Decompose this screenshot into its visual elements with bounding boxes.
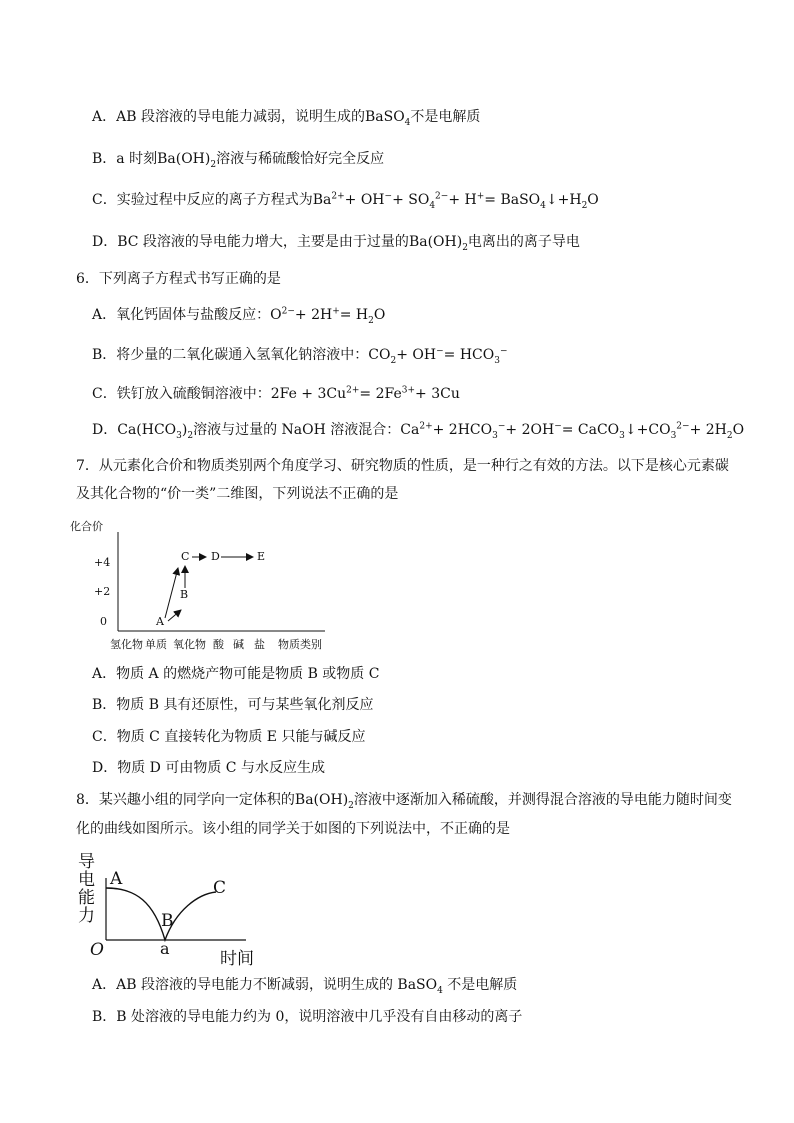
point-a-label: A [156, 615, 164, 628]
superscript: 2+ [346, 385, 360, 396]
formula: Ba(OH) [408, 234, 463, 250]
superscript: + [332, 306, 340, 317]
subscript: 3 [494, 355, 500, 366]
text: C．铁钉放入硫酸铜溶液中： [92, 386, 271, 402]
formula: + 2HCO [432, 422, 493, 438]
graph-y-title: 导电能力 [74, 852, 94, 924]
q7-stem-line1: 7．从元素化合价和物质类别两个角度学习、研究物质的性质，是一种行之有效的方法。以下是核心元素碳 [76, 458, 729, 474]
subscript: 3 [492, 430, 498, 441]
conductivity-graph [66, 850, 276, 969]
point-b-label: B [180, 588, 189, 601]
q5-option-d-text-end: 电离出的离子导电 [467, 234, 580, 250]
formula: BaSO [364, 109, 405, 125]
graph-origin-label: O [90, 940, 104, 960]
point-e-label: E [257, 550, 266, 563]
subscript: 2 [390, 355, 397, 366]
point-c-label: C [181, 550, 190, 563]
subscript: 2 [462, 242, 468, 253]
formula: + OH [344, 192, 385, 208]
graph-label-b: B [161, 911, 174, 931]
x-label-oxide: 氧化物 [173, 638, 206, 651]
superscript: 3+ [401, 385, 416, 396]
q5-option-c-text: C．实验过程中反应的离子方程式为 [92, 192, 313, 208]
superscript: 2− [676, 421, 690, 432]
valence-class-diagram [70, 518, 340, 653]
superscript: − [499, 346, 508, 357]
y-tick-plus2: +2 [94, 585, 111, 598]
subscript: 2 [210, 159, 217, 170]
superscript: 2+ [331, 191, 345, 202]
graph-label-a-time: a [160, 939, 170, 958]
y-axis-title: 化合价 [70, 520, 103, 533]
point-d-label: D [211, 550, 220, 563]
subscript: 4 [429, 200, 436, 211]
formula: ↓+CO [624, 422, 671, 438]
superscript: 2− [435, 191, 449, 202]
subscript: 4 [404, 117, 411, 128]
subscript: 2 [581, 200, 588, 211]
x-label-element: 单质 [145, 638, 167, 651]
formula: + 2H [294, 307, 333, 323]
diagram-axes-svg [70, 518, 340, 653]
y-tick-plus4: +4 [94, 556, 111, 569]
formula: Ba(OH) [157, 151, 211, 167]
x-label-acid: 酸 [213, 638, 224, 651]
superscript: + [476, 191, 485, 202]
formula: Ca(HCO [117, 422, 177, 438]
x-label-hydride: 氢化物 [110, 638, 143, 651]
formula: = HCO [443, 347, 495, 363]
graph-label-c: C [213, 878, 227, 898]
q6-option-b [92, 345, 508, 365]
text: 不是电解质 [442, 977, 518, 993]
subscript: 3 [176, 430, 182, 441]
text: A．AB 段溶液的导电能力不断减弱，说明生成的 [92, 977, 398, 993]
q7-option-d: D．物质 D 可由物质 C 与水反应生成 [92, 760, 325, 776]
q5-option-d [92, 232, 580, 252]
text: 溶液与过量的 NaOH 溶液混合： [193, 422, 401, 438]
formula: + H [448, 192, 477, 208]
q7-option-b: B．物质 B 具有还原性，可与某些氧化剂反应 [92, 697, 374, 713]
formula: + 2H [689, 422, 727, 438]
superscript: − [384, 191, 393, 202]
q6-option-a [92, 305, 385, 325]
formula: O [270, 307, 282, 323]
q8-stem-line1 [76, 790, 732, 810]
x-label-base: 碱 [233, 638, 244, 651]
formula: O [373, 307, 386, 323]
subscript: 3 [619, 430, 625, 441]
formula: ) [181, 422, 188, 438]
formula: + OH [396, 347, 437, 363]
formula: + SO [392, 192, 430, 208]
q5-option-b-text: B．a 时刻 [92, 151, 158, 167]
formula: = CaCO [561, 422, 620, 438]
q6-option-d [92, 420, 744, 440]
subscript: 2 [368, 315, 374, 326]
superscript: − [436, 346, 444, 357]
q7-option-a: A．物质 A 的燃烧产物可能是物质 B 或物质 C [92, 666, 380, 682]
subscript: 2 [348, 800, 354, 811]
formula: = 2Fe [359, 386, 402, 402]
formula: = BaSO [484, 192, 541, 208]
q5-option-a [92, 107, 480, 127]
formula: + 3Cu [415, 386, 460, 402]
q6-stem: 6．下列离子方程式书写正确的是 [76, 271, 281, 287]
subscript: 2 [726, 430, 733, 441]
subscript: 4 [540, 200, 546, 211]
graph-label-a: A [110, 869, 123, 889]
q8-option-b: B．B 处溶液的导电能力约为 0，说明溶液中几乎没有自由移动的离子 [92, 1009, 523, 1025]
q5-option-b [92, 149, 384, 169]
formula: Ca [400, 422, 420, 438]
formula: O [587, 192, 599, 208]
text: 溶液中逐渐加入稀硫酸，并测得混合溶液的导电能力随时间变 [353, 792, 732, 808]
formula: Ba [312, 192, 332, 208]
y-tick-zero: 0 [100, 615, 107, 628]
x-label-class: 物质类别 [278, 638, 322, 651]
formula: + 2OH [505, 422, 555, 438]
formula: CO [368, 347, 391, 363]
superscript: − [554, 421, 562, 432]
subscript: 4 [437, 985, 443, 996]
superscript: − [497, 421, 506, 432]
q8-option-a [92, 975, 517, 995]
formula: Ba(OH) [294, 792, 349, 808]
text: 8．某兴趣小组的同学向一定体积的 [76, 792, 295, 808]
superscript: 2+ [419, 421, 433, 432]
superscript: 2− [281, 306, 295, 317]
q5-option-c [92, 190, 599, 210]
formula: BaSO [397, 977, 438, 993]
formula: 2Fe + 3Cu [270, 386, 347, 402]
q5-option-d-text: D．BC 段溶液的导电能力增大，主要是由于过量的 [92, 234, 409, 250]
formula: O [732, 422, 745, 438]
formula: ↓+H [545, 192, 582, 208]
q5-option-a-text-end: 不是电解质 [410, 109, 481, 125]
q6-option-c [92, 384, 460, 404]
arrow-a-to-c [165, 568, 178, 618]
q7-option-c: C．物质 C 直接转化为物质 E 只能与碱反应 [92, 729, 366, 745]
graph-x-title: 时间 [220, 949, 254, 969]
x-label-salt: 盐 [254, 638, 265, 651]
q7-stem-line2: 及其化合物的“价一类”二维图，下列说法不正确的是 [76, 486, 399, 502]
q5-option-b-text-end: 溶液与稀硫酸恰好完全反应 [216, 151, 385, 167]
text: A．氧化钙固体与盐酸反应： [92, 307, 271, 323]
q8-stem-line2: 化的曲线如图所示。该小组的同学关于如图的下列说法中，不正确的是 [76, 821, 510, 837]
subscript: 2 [187, 430, 194, 441]
formula: = H [339, 307, 369, 323]
subscript: 3 [670, 430, 677, 441]
arrow-a-to-b [168, 610, 181, 621]
text: B．将少量的二氧化碳通入氢氧化钠溶液中： [92, 347, 369, 363]
text: D． [92, 422, 118, 438]
q5-option-a-text: A．AB 段溶液的导电能力减弱，说明生成的 [92, 109, 365, 125]
